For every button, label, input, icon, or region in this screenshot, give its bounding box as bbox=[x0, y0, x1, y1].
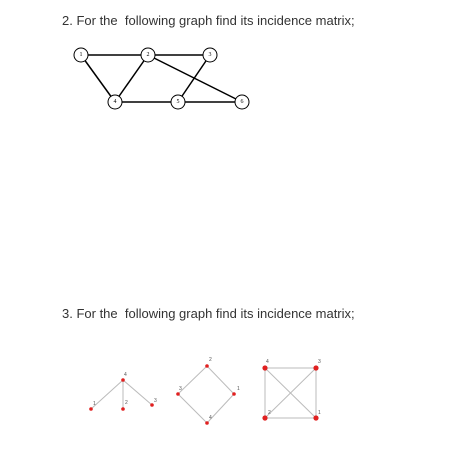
graph-b-label-3: 3 bbox=[179, 386, 182, 392]
node-3-label: 3 bbox=[208, 52, 212, 58]
graph-a-node-4 bbox=[121, 378, 125, 382]
graph-a-edges bbox=[91, 380, 152, 409]
edge-b-2-1 bbox=[207, 366, 234, 394]
graph-b-node-3 bbox=[176, 392, 180, 396]
graph-b bbox=[176, 357, 240, 425]
graph-b-edges bbox=[178, 366, 234, 423]
graph-a-label-1: 1 bbox=[93, 401, 96, 407]
edge-b-3-4 bbox=[178, 394, 207, 423]
node-4-label: 4 bbox=[113, 99, 117, 105]
graph-a-node-1 bbox=[89, 407, 93, 411]
graph-c-node-1 bbox=[313, 415, 318, 420]
edge-b-2-3 bbox=[178, 366, 207, 394]
graph-b-label-4: 4 bbox=[209, 415, 212, 421]
graph-a-label-4: 4 bbox=[124, 372, 127, 378]
graph-a-nodes bbox=[89, 378, 154, 411]
question-3-text: 3. For the following graph find its incidence matrix; bbox=[62, 306, 355, 321]
node-5-label: 5 bbox=[176, 99, 180, 105]
question-2-text: 2. For the following graph find its incidence matrix; bbox=[62, 13, 355, 28]
graph-c-label-3: 3 bbox=[318, 359, 321, 365]
graph-a-label-2: 2 bbox=[125, 400, 128, 406]
graph-c-label-2: 2 bbox=[268, 410, 271, 416]
graph-a bbox=[89, 372, 157, 411]
graph-a-node-2 bbox=[121, 407, 125, 411]
node-1-label: 1 bbox=[79, 52, 83, 58]
graph-b-node-4 bbox=[205, 421, 209, 425]
graph-c bbox=[262, 359, 321, 421]
graph-c-node-4 bbox=[262, 365, 267, 370]
graph-c-node-2 bbox=[262, 415, 267, 420]
graph-c-edges bbox=[265, 368, 316, 418]
graph-b-label-2: 2 bbox=[209, 357, 212, 363]
graph-c-label-4: 4 bbox=[266, 359, 269, 365]
graph-b-label-1: 1 bbox=[237, 386, 240, 392]
graph-c-node-3 bbox=[313, 365, 318, 370]
graph-b-nodes bbox=[176, 364, 236, 425]
graph-c-label-1: 1 bbox=[318, 410, 321, 416]
edge-a-4-1 bbox=[91, 380, 123, 409]
graph-b-node-2 bbox=[205, 364, 209, 368]
node-2-label: 2 bbox=[146, 52, 150, 58]
graph-b-node-1 bbox=[232, 392, 236, 396]
graph-a-label-3: 3 bbox=[154, 398, 157, 404]
node-6-label: 6 bbox=[240, 99, 244, 105]
